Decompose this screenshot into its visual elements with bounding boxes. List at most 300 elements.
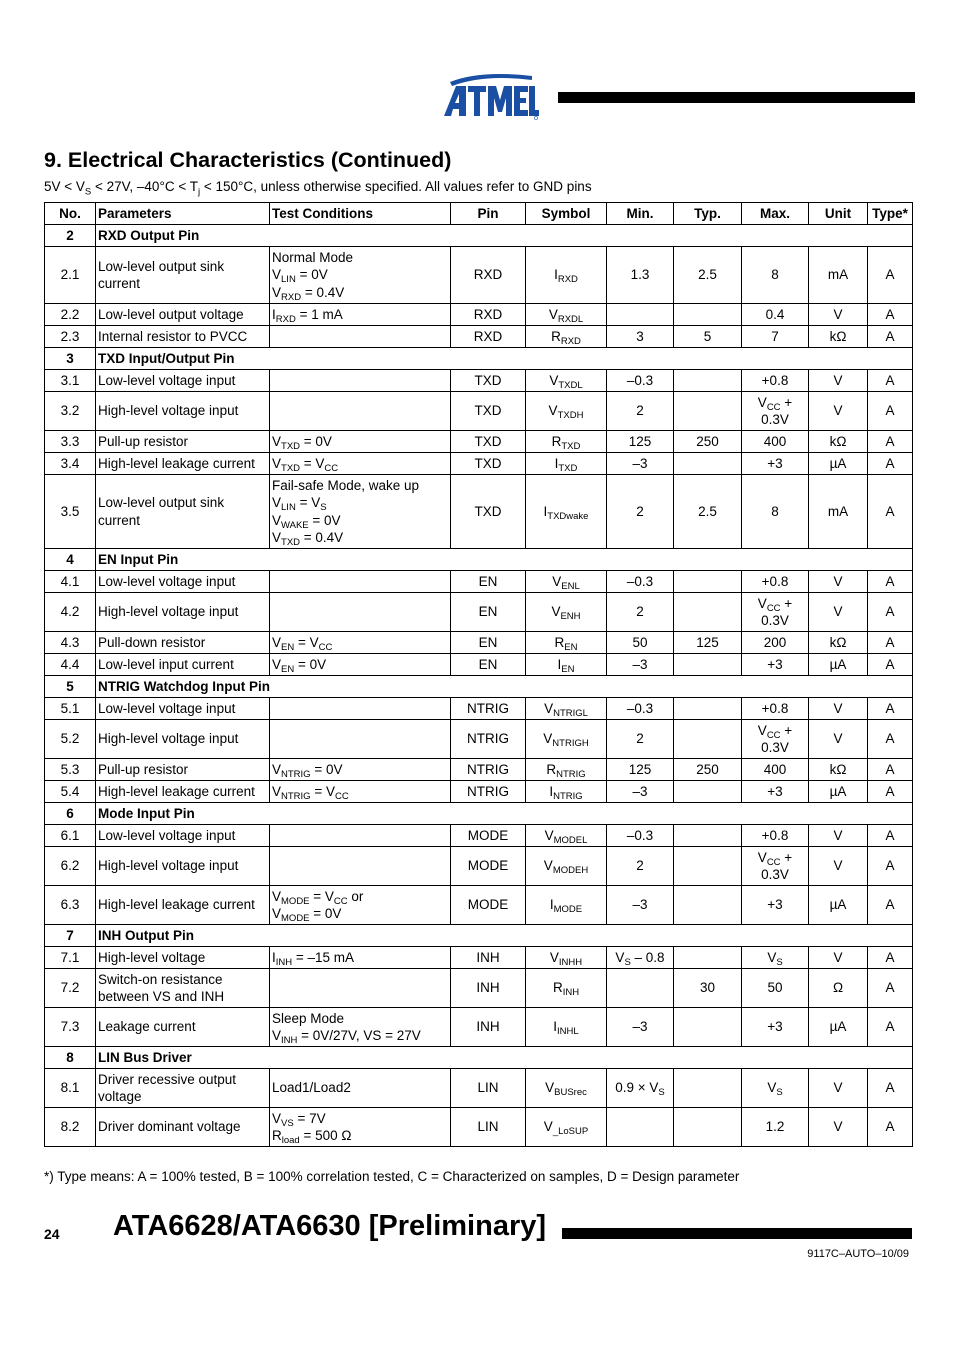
cell-type: A <box>868 698 913 720</box>
cell-min: 125 <box>607 431 674 453</box>
cell-max: 7 <box>742 326 809 348</box>
cell-symbol: $R_{EN}$ <box>526 632 607 654</box>
cell-unit: µA <box>809 781 868 803</box>
cell-max: +3 <box>742 654 809 676</box>
cell-pin: EN <box>451 571 526 593</box>
cell-pin: EN <box>451 654 526 676</box>
cell-type: A <box>868 475 913 549</box>
cell-type: A <box>868 392 913 431</box>
conditions-sub-1: S <box>84 186 92 198</box>
cell-min <box>607 969 674 1008</box>
cell-max: 8 <box>742 475 809 549</box>
cell-pin: EN <box>451 632 526 654</box>
header-rule <box>558 92 915 103</box>
cell-pin: RXD <box>451 247 526 304</box>
table-row <box>45 720 913 759</box>
cell-max: $V_{CC} + 0.3V$ <box>742 392 809 431</box>
cell-typ <box>674 1008 742 1047</box>
cell-min: –0.3 <box>607 825 674 847</box>
cell-parameter: Low-level voltage input <box>96 571 270 593</box>
cell-type: A <box>868 370 913 392</box>
footer-rule <box>562 1228 912 1239</box>
cell-min: 50 <box>607 632 674 654</box>
cell-no: 2.1 <box>45 247 96 304</box>
table-row <box>45 632 913 654</box>
cell-min: 2 <box>607 593 674 632</box>
cell-typ <box>674 654 742 676</box>
cell-no: 3.3 <box>45 431 96 453</box>
group-row <box>45 925 913 947</box>
cell-typ <box>674 720 742 759</box>
cell-symbol: $I_{INHL}$ <box>526 1008 607 1047</box>
table-row <box>45 453 913 475</box>
group-number: 3 <box>45 348 96 370</box>
cell-min: –0.3 <box>607 698 674 720</box>
cell-symbol: $V_{ENH}$ <box>526 593 607 632</box>
cell-min: 1.3 <box>607 247 674 304</box>
cell-unit: µA <box>809 886 868 925</box>
group-title: RXD Output Pin <box>96 225 913 247</box>
cell-pin: INH <box>451 1008 526 1047</box>
cell-pin: LIN <box>451 1108 526 1147</box>
cell-max: 400 <box>742 759 809 781</box>
cell-unit: V <box>809 593 868 632</box>
cell-typ <box>674 370 742 392</box>
cell-typ: 5 <box>674 326 742 348</box>
logo-letter-l <box>529 86 539 116</box>
cell-no: 5.3 <box>45 759 96 781</box>
cell-typ <box>674 781 742 803</box>
cell-test-conditions: $V_{EN} = V_{CC}$ <box>270 632 451 654</box>
cell-unit: kΩ <box>809 759 868 781</box>
cell-unit: µA <box>809 453 868 475</box>
logo-registered-mark <box>534 116 537 119</box>
group-row <box>45 348 913 370</box>
cell-pin: NTRIG <box>451 698 526 720</box>
cell-max: +0.8 <box>742 698 809 720</box>
cell-no: 6.1 <box>45 825 96 847</box>
cell-type: A <box>868 304 913 326</box>
cell-typ <box>674 453 742 475</box>
cell-test-conditions: $V_{VS} = 7V$ $R_{load} = 500$ Ω <box>270 1108 451 1147</box>
cell-symbol: $I_{TXDwake}$ <box>526 475 607 549</box>
cell-symbol: $I_{EN}$ <box>526 654 607 676</box>
cell-pin: EN <box>451 593 526 632</box>
cell-typ <box>674 1069 742 1108</box>
cell-symbol: $R_{RXD}$ <box>526 326 607 348</box>
cell-symbol: $I_{MODE}$ <box>526 886 607 925</box>
cell-no: 5.4 <box>45 781 96 803</box>
group-row <box>45 676 913 698</box>
cell-no: 8.1 <box>45 1069 96 1108</box>
cell-min: 2 <box>607 847 674 886</box>
cell-max: 8 <box>742 247 809 304</box>
cell-unit: V <box>809 947 868 969</box>
cell-max: $V_S$ <box>742 1069 809 1108</box>
cell-min: –0.3 <box>607 370 674 392</box>
cell-no: 6.3 <box>45 886 96 925</box>
cell-parameter: Low-level voltage input <box>96 698 270 720</box>
cell-test-conditions <box>270 720 451 759</box>
cell-no: 7.3 <box>45 1008 96 1047</box>
cell-parameter: Low-level input current <box>96 654 270 676</box>
cell-pin: NTRIG <box>451 720 526 759</box>
cell-no: 4.4 <box>45 654 96 676</box>
cell-max: 400 <box>742 431 809 453</box>
cell-type: A <box>868 1008 913 1047</box>
cell-parameter: High-level voltage input <box>96 720 270 759</box>
cell-test-conditions: $V_{NTRIG} = V_{CC}$ <box>270 781 451 803</box>
cell-max: 1.2 <box>742 1108 809 1147</box>
table-row <box>45 392 913 431</box>
cell-parameter: High-level leakage current <box>96 781 270 803</box>
conditions-sub-2: j <box>197 186 201 198</box>
cell-type: A <box>868 431 913 453</box>
cell-type: A <box>868 571 913 593</box>
cell-typ <box>674 698 742 720</box>
cell-pin: INH <box>451 969 526 1008</box>
cell-unit: V <box>809 825 868 847</box>
cell-min: $0.9 \times V_S$ <box>607 1069 674 1108</box>
cell-unit: V <box>809 720 868 759</box>
table-row <box>45 969 913 1008</box>
cell-symbol: $V_{TXDL}$ <box>526 370 607 392</box>
table-body <box>45 225 913 1147</box>
cell-test-conditions <box>270 969 451 1008</box>
cell-no: 8.2 <box>45 1108 96 1147</box>
cell-min: $V_S - 0.8$ <box>607 947 674 969</box>
cell-typ <box>674 593 742 632</box>
cell-unit: mA <box>809 475 868 549</box>
cell-parameter: High-level voltage input <box>96 593 270 632</box>
cell-test-conditions: Fail-safe Mode, wake up $V_{LIN} = V_S$ $V_{WAKE} = 0V$ $V_{TXD} = 0.4V$ <box>270 475 451 549</box>
logo-letter-t <box>468 86 486 116</box>
cell-pin: TXD <box>451 475 526 549</box>
cell-pin: MODE <box>451 825 526 847</box>
cell-parameter: High-level voltage input <box>96 847 270 886</box>
cell-no: 4.2 <box>45 593 96 632</box>
cell-symbol: $R_{TXD}$ <box>526 431 607 453</box>
cell-type: A <box>868 847 913 886</box>
cell-type: A <box>868 759 913 781</box>
logo-letter-e <box>514 86 528 116</box>
cell-symbol: $V_{NTRIGL}$ <box>526 698 607 720</box>
cell-max: +3 <box>742 1008 809 1047</box>
cell-max: +3 <box>742 781 809 803</box>
cell-min: 2 <box>607 475 674 549</box>
cell-symbol: $V_{BUSrec}$ <box>526 1069 607 1108</box>
cell-type: A <box>868 654 913 676</box>
header-max: Max. <box>742 203 809 225</box>
cell-test-conditions: $I_{INH} = -15$ mA <box>270 947 451 969</box>
electrical-characteristics-table <box>44 202 913 1147</box>
group-row <box>45 549 913 571</box>
cell-unit: kΩ <box>809 431 868 453</box>
cell-symbol: $V_{INHH}$ <box>526 947 607 969</box>
cell-unit: Ω <box>809 969 868 1008</box>
cell-parameter: High-level voltage <box>96 947 270 969</box>
cell-min: –3 <box>607 453 674 475</box>
cell-typ <box>674 571 742 593</box>
cell-no: 4.3 <box>45 632 96 654</box>
table-row <box>45 698 913 720</box>
cell-unit: V <box>809 698 868 720</box>
cell-typ: 2.5 <box>674 475 742 549</box>
cell-parameter: Low-level output sink current <box>96 475 270 549</box>
cell-min: 2 <box>607 720 674 759</box>
cell-test-conditions <box>270 593 451 632</box>
cell-min: 3 <box>607 326 674 348</box>
cell-test-conditions: $V_{TXD} = V_{CC}$ <box>270 453 451 475</box>
cell-test-conditions: Load1/Load2 <box>270 1069 451 1108</box>
cell-pin: RXD <box>451 326 526 348</box>
cell-typ: 30 <box>674 969 742 1008</box>
cell-type: A <box>868 247 913 304</box>
cell-parameter: Low-level output sink current <box>96 247 270 304</box>
cell-min <box>607 304 674 326</box>
cell-max: $V_{CC} + 0.3V$ <box>742 720 809 759</box>
group-number: 5 <box>45 676 96 698</box>
cell-unit: µA <box>809 1008 868 1047</box>
atmel-logo-graphic <box>440 72 540 120</box>
cell-typ: 2.5 <box>674 247 742 304</box>
cell-parameter: Internal resistor to PVCC <box>96 326 270 348</box>
cell-max: 0.4 <box>742 304 809 326</box>
cell-pin: RXD <box>451 304 526 326</box>
group-title: NTRIG Watchdog Input Pin <box>96 676 913 698</box>
cell-no: 7.1 <box>45 947 96 969</box>
cell-unit: V <box>809 392 868 431</box>
cell-symbol: $R_{NTRIG}$ <box>526 759 607 781</box>
cell-max: +3 <box>742 453 809 475</box>
cell-unit: V <box>809 1069 868 1108</box>
cell-max: 50 <box>742 969 809 1008</box>
cell-unit: V <box>809 304 868 326</box>
table-row <box>45 304 913 326</box>
cell-test-conditions <box>270 571 451 593</box>
cell-type: A <box>868 453 913 475</box>
cell-parameter: Switch-on resistance between VS and INH <box>96 969 270 1008</box>
table-row <box>45 431 913 453</box>
cell-no: 7.2 <box>45 969 96 1008</box>
cell-min: –0.3 <box>607 571 674 593</box>
cell-symbol: $I_{RXD}$ <box>526 247 607 304</box>
header-symbol: Symbol <box>526 203 607 225</box>
table-row <box>45 247 913 304</box>
cell-test-conditions <box>270 392 451 431</box>
cell-type: A <box>868 632 913 654</box>
cell-typ: 250 <box>674 759 742 781</box>
cell-pin: LIN <box>451 1069 526 1108</box>
page-number: 24 <box>44 1226 60 1242</box>
group-title: TXD Input/Output Pin <box>96 348 913 370</box>
cell-no: 2.2 <box>45 304 96 326</box>
cell-parameter: Pull-up resistor <box>96 431 270 453</box>
cell-symbol: $V_{TXDH}$ <box>526 392 607 431</box>
cell-test-conditions: $V_{MODE} = V_{CC}$ or $V_{MODE} = 0V$ <box>270 886 451 925</box>
header-parameters: Parameters <box>96 203 270 225</box>
cell-test-conditions: $V_{EN} = 0V$ <box>270 654 451 676</box>
table-row <box>45 370 913 392</box>
cell-type: A <box>868 593 913 632</box>
cell-type: A <box>868 1108 913 1147</box>
cell-min: –3 <box>607 781 674 803</box>
cell-pin: TXD <box>451 370 526 392</box>
conditions-text-1: 5V < V <box>44 179 85 194</box>
cell-max: $V_S$ <box>742 947 809 969</box>
table-row <box>45 571 913 593</box>
cell-parameter: Low-level output voltage <box>96 304 270 326</box>
cell-type: A <box>868 947 913 969</box>
cell-typ <box>674 304 742 326</box>
header-typ: Typ. <box>674 203 742 225</box>
cell-symbol: $V_{RXDL}$ <box>526 304 607 326</box>
table-row <box>45 654 913 676</box>
group-title: Mode Input Pin <box>96 803 913 825</box>
cell-test-conditions: Normal Mode $V_{LIN} = 0V$ $V_{RXD} = 0.4V$ <box>270 247 451 304</box>
cell-no: 3.5 <box>45 475 96 549</box>
cell-min: –3 <box>607 654 674 676</box>
cell-symbol: $V_{NTRIGH}$ <box>526 720 607 759</box>
cell-min <box>607 1108 674 1147</box>
table-row <box>45 1069 913 1108</box>
header-type: Type* <box>868 203 913 225</box>
cell-max: +3 <box>742 886 809 925</box>
cell-symbol: $V_{\_LoSUP}$ <box>526 1108 607 1147</box>
cell-no: 5.2 <box>45 720 96 759</box>
cell-parameter: Pull-down resistor <box>96 632 270 654</box>
cell-parameter: Driver dominant voltage <box>96 1108 270 1147</box>
header-test-conditions: Test Conditions <box>270 203 451 225</box>
cell-pin: MODE <box>451 847 526 886</box>
table-row <box>45 326 913 348</box>
section-title: 9. Electrical Characteristics (Continued) <box>44 148 452 172</box>
cell-parameter: High-level leakage current <box>96 886 270 925</box>
table-row <box>45 947 913 969</box>
cell-typ <box>674 1108 742 1147</box>
cell-unit: V <box>809 1108 868 1147</box>
cell-pin: NTRIG <box>451 759 526 781</box>
group-title: EN Input Pin <box>96 549 913 571</box>
cell-parameter: Driver recessive output voltage <box>96 1069 270 1108</box>
cell-symbol: $V_{MODEL}$ <box>526 825 607 847</box>
cell-parameter: High-level leakage current <box>96 453 270 475</box>
cell-no: 3.2 <box>45 392 96 431</box>
cell-no: 3.1 <box>45 370 96 392</box>
table-row <box>45 759 913 781</box>
document-title: ATA6628/ATA6630 [Preliminary] <box>113 1210 547 1242</box>
group-row <box>45 225 913 247</box>
cell-typ: 250 <box>674 431 742 453</box>
group-title: INH Output Pin <box>96 925 913 947</box>
table-row <box>45 475 913 549</box>
atmel-logo <box>440 72 540 120</box>
cell-unit: kΩ <box>809 326 868 348</box>
cell-typ <box>674 886 742 925</box>
cell-min: 125 <box>607 759 674 781</box>
cell-type: A <box>868 1069 913 1108</box>
cell-min: –3 <box>607 886 674 925</box>
cell-pin: TXD <box>451 453 526 475</box>
group-row <box>45 803 913 825</box>
cell-typ <box>674 392 742 431</box>
table-row <box>45 847 913 886</box>
cell-parameter: High-level voltage input <box>96 392 270 431</box>
header-pin: Pin <box>451 203 526 225</box>
group-number: 2 <box>45 225 96 247</box>
cell-max: +0.8 <box>742 825 809 847</box>
conditions-text-3: < 150°C, unless otherwise specified. All values refer to GND pins <box>200 179 592 194</box>
group-number: 6 <box>45 803 96 825</box>
cell-no: 4.1 <box>45 571 96 593</box>
cell-unit: kΩ <box>809 632 868 654</box>
cell-symbol: $R_{INH}$ <box>526 969 607 1008</box>
header-no: No. <box>45 203 96 225</box>
cell-max: 200 <box>742 632 809 654</box>
table-row <box>45 781 913 803</box>
cell-pin: NTRIG <box>451 781 526 803</box>
cell-parameter: Low-level voltage input <box>96 370 270 392</box>
cell-type: A <box>868 886 913 925</box>
header-unit: Unit <box>809 203 868 225</box>
cell-type: A <box>868 720 913 759</box>
cell-symbol: $I_{NTRIG}$ <box>526 781 607 803</box>
cell-test-conditions: $V_{TXD} = 0V$ <box>270 431 451 453</box>
cell-type: A <box>868 781 913 803</box>
cell-typ: 125 <box>674 632 742 654</box>
cell-test-conditions <box>270 825 451 847</box>
cell-test-conditions <box>270 847 451 886</box>
cell-pin: TXD <box>451 392 526 431</box>
cell-max: +0.8 <box>742 370 809 392</box>
cell-test-conditions: $I_{RXD} = 1$ mA <box>270 304 451 326</box>
cell-pin: INH <box>451 947 526 969</box>
logo-letter-a <box>444 86 466 116</box>
cell-symbol: $I_{TXD}$ <box>526 453 607 475</box>
cell-parameter: Pull-up resistor <box>96 759 270 781</box>
cell-symbol: $V_{ENL}$ <box>526 571 607 593</box>
cell-unit: V <box>809 847 868 886</box>
table-row <box>45 1108 913 1147</box>
group-row <box>45 1047 913 1069</box>
group-number: 7 <box>45 925 96 947</box>
cell-max: $V_{CC} + 0.3V$ <box>742 593 809 632</box>
cell-type: A <box>868 969 913 1008</box>
cell-type: A <box>868 326 913 348</box>
table-row <box>45 825 913 847</box>
cell-typ <box>674 947 742 969</box>
cell-test-conditions <box>270 326 451 348</box>
cell-parameter: Low-level voltage input <box>96 825 270 847</box>
cell-test-conditions: Sleep Mode $V_{INH} = 0V/27V$, VS = 27V <box>270 1008 451 1047</box>
conditions-text-2: < 27V, –40°C < T <box>91 179 198 194</box>
table-row <box>45 886 913 925</box>
table-header-row <box>45 203 913 225</box>
cell-unit: V <box>809 571 868 593</box>
group-number: 4 <box>45 549 96 571</box>
cell-type: A <box>868 825 913 847</box>
cell-pin: TXD <box>451 431 526 453</box>
cell-no: 5.1 <box>45 698 96 720</box>
document-code: 9117C–AUTO–10/09 <box>807 1248 909 1260</box>
cell-no: 6.2 <box>45 847 96 886</box>
logo-letter-m <box>488 86 512 116</box>
cell-test-conditions <box>270 698 451 720</box>
cell-test-conditions: $V_{NTRIG} = 0V$ <box>270 759 451 781</box>
cell-unit: V <box>809 370 868 392</box>
cell-unit: mA <box>809 247 868 304</box>
cell-min: 2 <box>607 392 674 431</box>
